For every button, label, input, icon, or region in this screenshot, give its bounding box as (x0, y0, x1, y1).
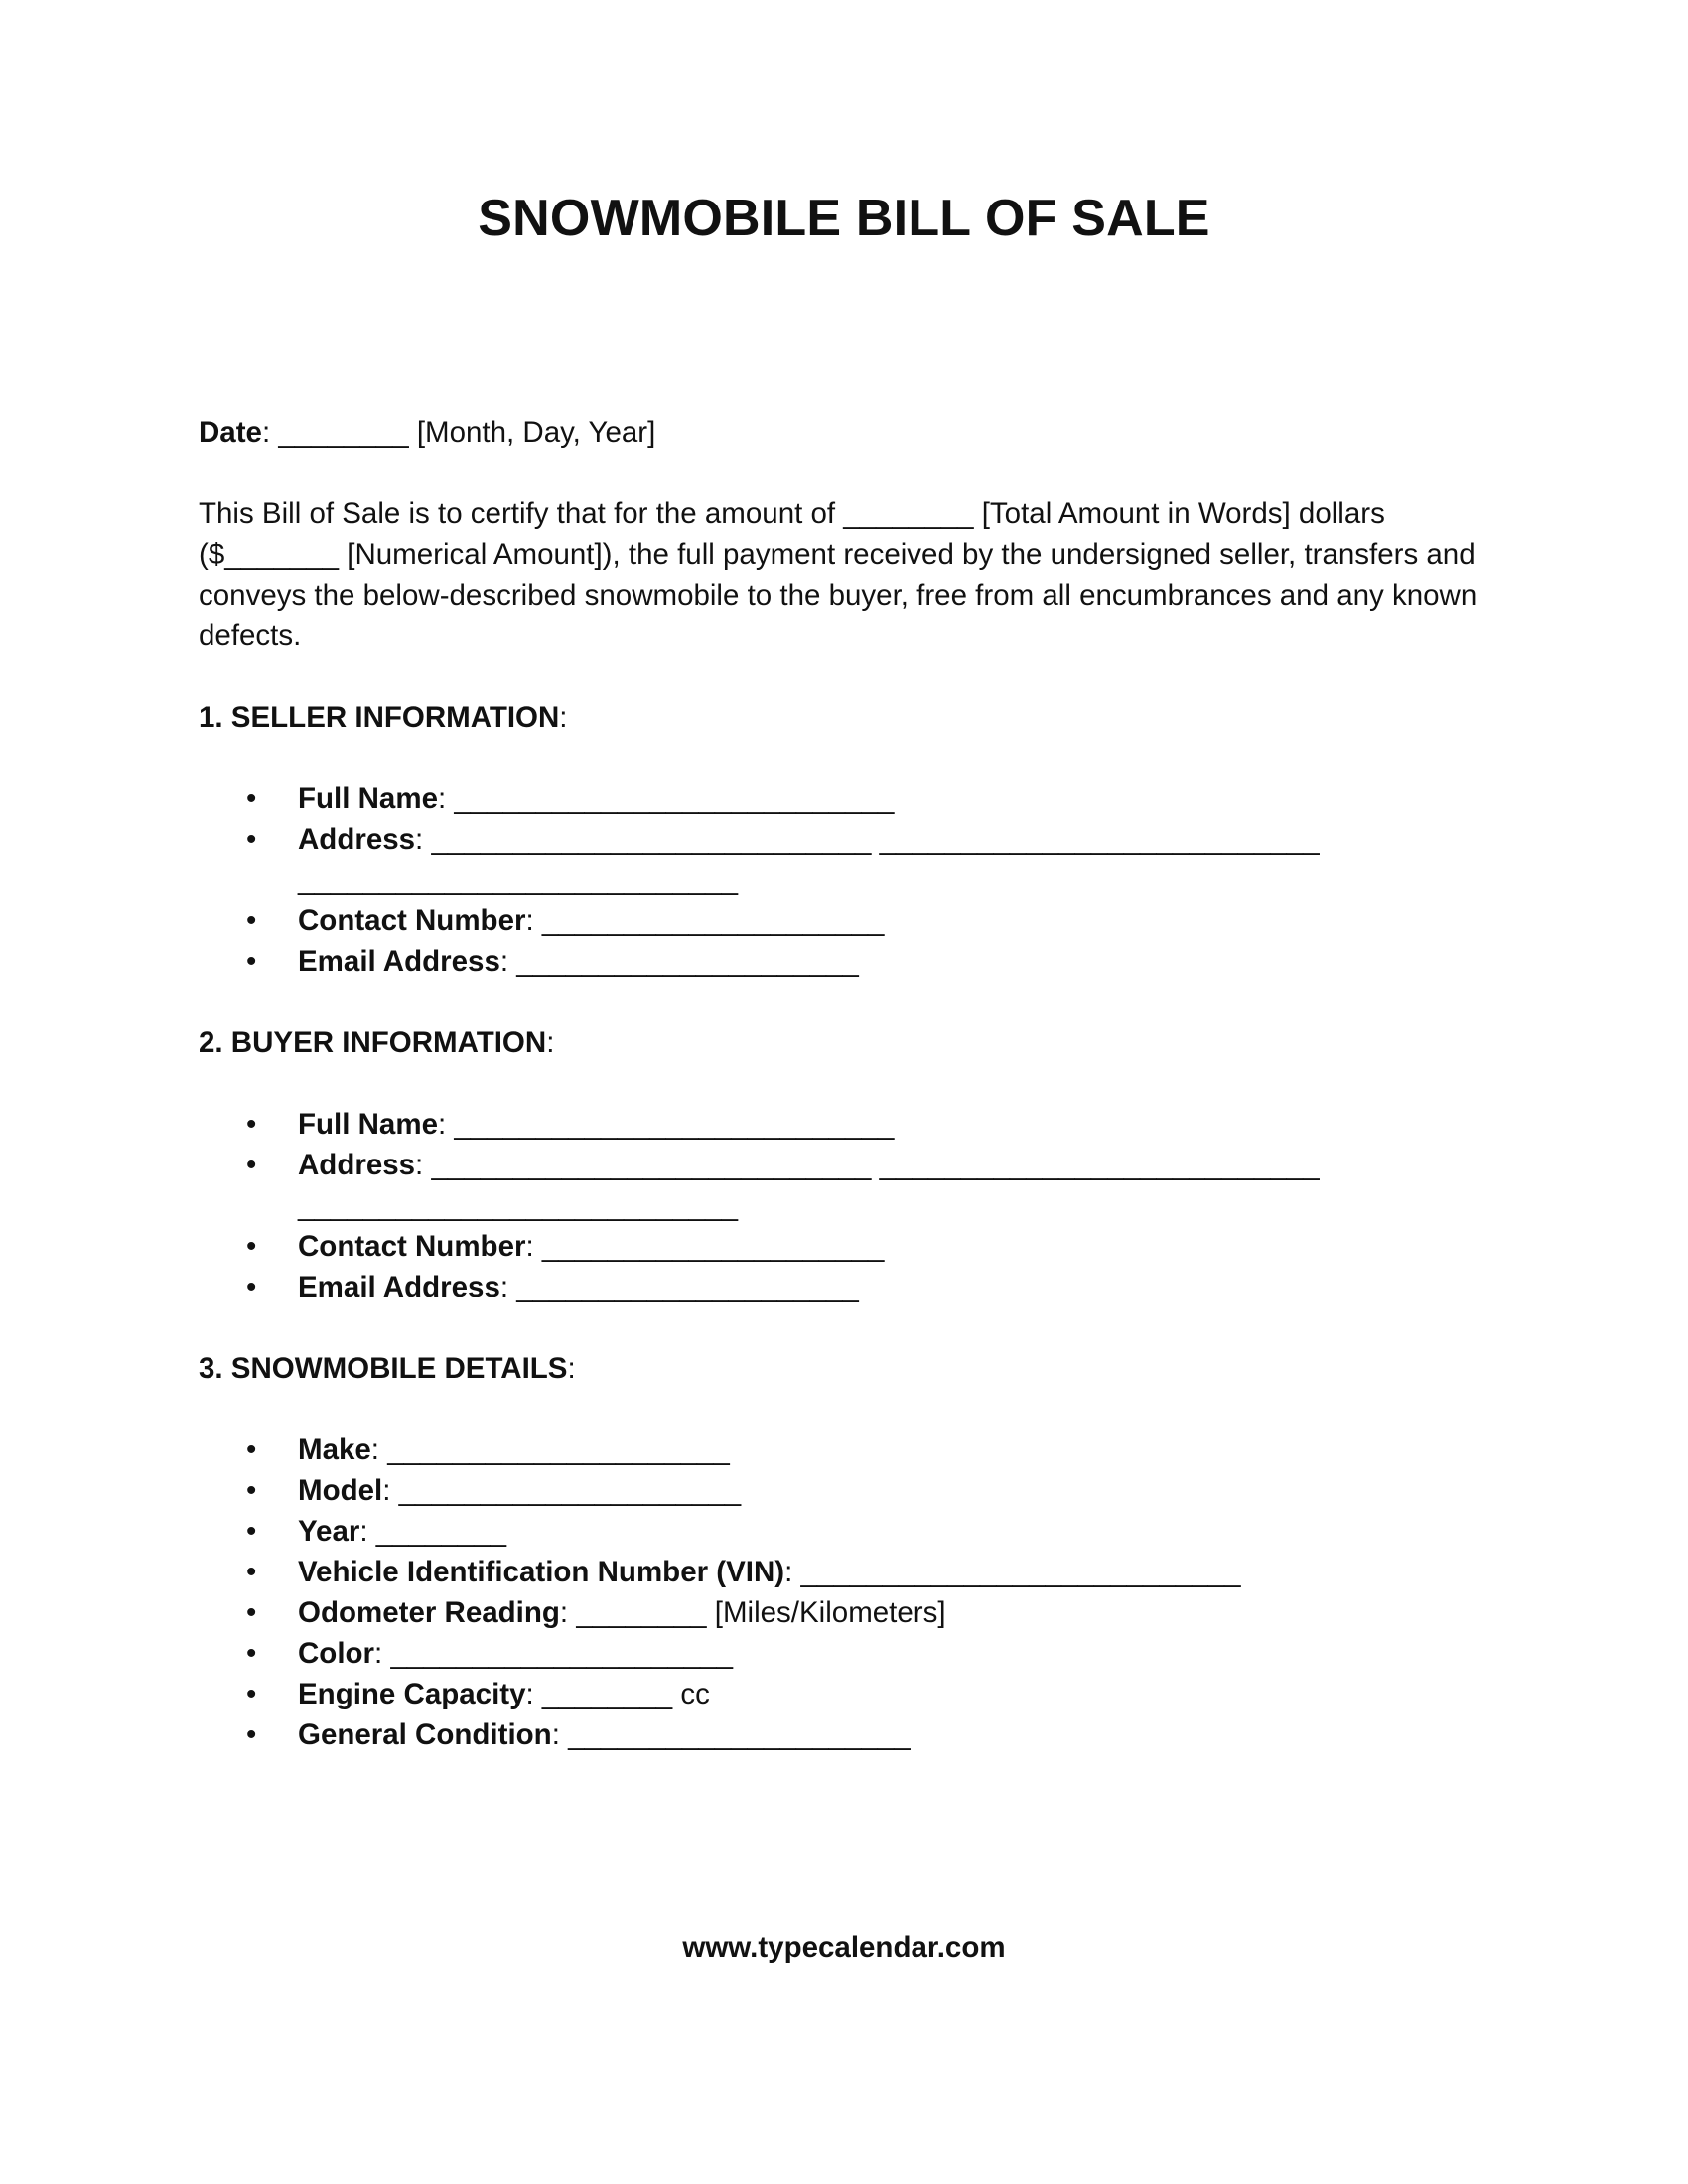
field-label: Address (298, 1149, 416, 1181)
field-blank: _____________________ (568, 1718, 911, 1751)
bullet-icon: • (246, 1108, 257, 1141)
field-label: Odometer Reading (298, 1596, 560, 1629)
seller-heading-text: 1. SELLER INFORMATION (199, 701, 560, 734)
field-blank: _____________________ (387, 1433, 730, 1466)
snowmobile-heading-text: 3. SNOWMOBILE DETAILS (199, 1352, 568, 1385)
field-separator: : (499, 1271, 517, 1303)
field-blank: _____________________ (516, 945, 859, 978)
field-label: Make (298, 1433, 371, 1466)
bullet-icon: • (246, 1271, 257, 1303)
seller-section-heading (199, 697, 1489, 738)
date-hint: [Month, Day, Year] (408, 416, 656, 449)
bullet-icon: • (246, 1433, 257, 1466)
bullet-icon: • (246, 782, 257, 815)
field-label: Full Name (298, 782, 438, 815)
field-label: Vehicle Identification Number (VIN) (298, 1556, 785, 1588)
buyer-heading-text: 2. BUYER INFORMATION (199, 1026, 547, 1059)
field-blank: ___________________________ (454, 782, 895, 815)
snowmobile-section-heading (199, 1348, 1489, 1389)
field-separator: : (525, 1230, 542, 1263)
field-blank: _____________________ (516, 1271, 859, 1303)
bullet-icon: • (246, 1149, 257, 1181)
footer-website: www.typecalendar.com (682, 1931, 1006, 1964)
field-label: Email Address (298, 945, 500, 978)
field-blank: ___________________________ ___________________________ ___________________________ (298, 1149, 1320, 1222)
buyer-fields-list (199, 1104, 1489, 1307)
list-item (199, 1470, 1489, 1511)
field-label: Email Address (298, 1271, 500, 1303)
list-item (199, 1430, 1489, 1470)
field-blank: _____________________ (398, 1474, 742, 1507)
field-label: Year (298, 1515, 360, 1548)
list-item (199, 778, 1489, 819)
bullet-icon: • (246, 1678, 257, 1710)
field-separator: : (415, 1149, 432, 1181)
list-item (199, 819, 1489, 900)
bullet-icon: • (246, 904, 257, 937)
list-item (199, 1145, 1489, 1226)
field-suffix: cc (672, 1678, 710, 1710)
bullet-icon: • (246, 823, 257, 856)
field-blank: ________ (576, 1596, 707, 1629)
bullet-icon: • (246, 1474, 257, 1507)
list-item (199, 1552, 1489, 1592)
field-blank: ___________________________ (800, 1556, 1241, 1588)
list-item (199, 1511, 1489, 1552)
bullet-icon: • (246, 1596, 257, 1629)
snowmobile-heading-sep: : (567, 1352, 576, 1385)
list-item (199, 900, 1489, 941)
field-separator: : (551, 1718, 569, 1751)
snowmobile-fields-list (199, 1430, 1489, 1755)
field-separator: : (415, 823, 432, 856)
date-separator: : (261, 416, 279, 449)
field-label: General Condition (298, 1718, 552, 1751)
field-separator: : (525, 1678, 542, 1710)
field-separator: : (437, 1108, 455, 1141)
date-blank: ________ (278, 416, 409, 449)
field-separator: : (359, 1515, 376, 1548)
field-label: Full Name (298, 1108, 438, 1141)
bullet-icon: • (246, 1718, 257, 1751)
list-item (199, 1674, 1489, 1714)
bullet-icon: • (246, 1515, 257, 1548)
field-label: Engine Capacity (298, 1678, 526, 1710)
field-separator: : (559, 1596, 577, 1629)
date-label: Date (199, 416, 262, 449)
field-label: Color (298, 1637, 375, 1670)
bullet-icon: • (246, 1556, 257, 1588)
seller-heading-sep: : (559, 701, 568, 734)
list-item (199, 1714, 1489, 1755)
list-item (199, 1633, 1489, 1674)
list-item (199, 941, 1489, 982)
field-blank: ________ (375, 1515, 507, 1548)
field-blank: ___________________________ (454, 1108, 895, 1141)
field-label: Model (298, 1474, 383, 1507)
intro-paragraph: This Bill of Sale is to certify that for the amount of ________ [Total Amount in Words] dollars ($_______ [Numerical Amount]), the full payment received by the undersigned seller, transfers and conveys the below-described snowmobile to the buyer, free from all encumbrances and any known defects. (199, 497, 1477, 652)
field-separator: : (525, 904, 542, 937)
field-separator: : (437, 782, 455, 815)
list-item (199, 1592, 1489, 1633)
field-blank: _____________________ (390, 1637, 733, 1670)
bullet-icon: • (246, 1230, 257, 1263)
field-separator: : (784, 1556, 801, 1588)
field-blank: _____________________ (541, 904, 885, 937)
bullet-icon: • (246, 1637, 257, 1670)
document-title: SNOWMOBILE BILL OF SALE (478, 190, 1210, 247)
field-label: Address (298, 823, 416, 856)
field-blank: ________ (541, 1678, 673, 1710)
document-body (199, 412, 1489, 1796)
field-blank: ___________________________ ___________________________ ___________________________ (298, 823, 1320, 896)
field-separator: : (382, 1474, 399, 1507)
bullet-icon: • (246, 945, 257, 978)
field-label: Contact Number (298, 904, 526, 937)
field-separator: : (374, 1637, 391, 1670)
field-suffix: [Miles/Kilometers] (706, 1596, 946, 1629)
buyer-heading-sep: : (546, 1026, 555, 1059)
list-item (199, 1104, 1489, 1145)
list-item (199, 1226, 1489, 1267)
list-item (199, 1267, 1489, 1307)
field-label: Contact Number (298, 1230, 526, 1263)
field-separator: : (370, 1433, 388, 1466)
buyer-section-heading (199, 1023, 1489, 1063)
seller-fields-list (199, 778, 1489, 982)
date-line (199, 412, 1489, 453)
field-blank: _____________________ (541, 1230, 885, 1263)
field-separator: : (499, 945, 517, 978)
